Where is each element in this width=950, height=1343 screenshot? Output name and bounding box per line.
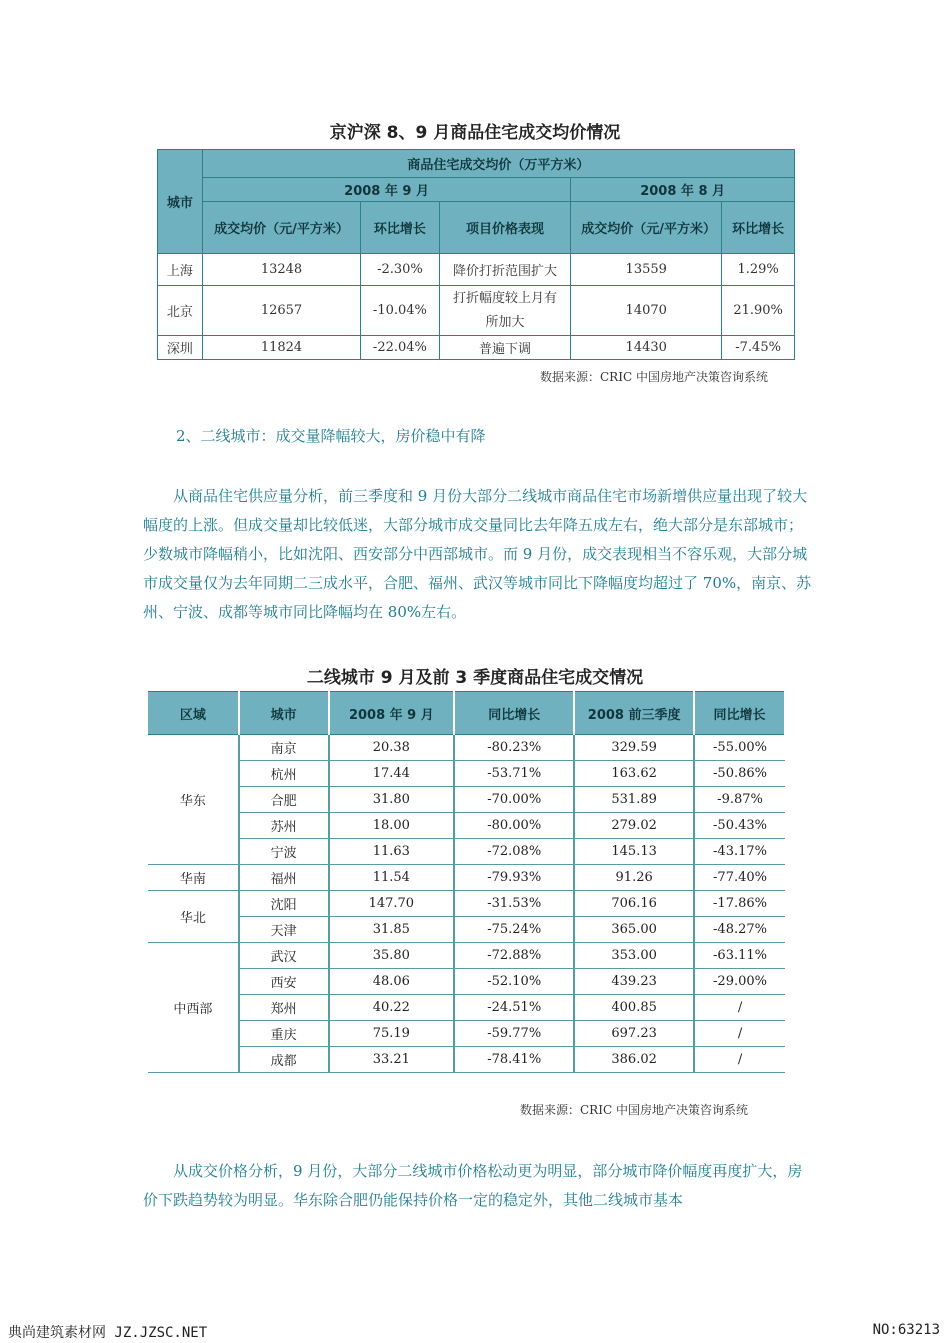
q3-cell: 353.00 xyxy=(574,943,694,969)
table-row xyxy=(147,1047,785,1073)
watermark-number: NO:63213 xyxy=(872,1322,940,1338)
q3-cell: 439.23 xyxy=(574,969,694,995)
region-cell: 华东 xyxy=(147,735,239,865)
q3-yoy-cell: -9.87% xyxy=(694,787,785,813)
city-cell: 宁波 xyxy=(239,839,329,865)
city-cell: 西安 xyxy=(239,969,329,995)
col-city: 城市 xyxy=(239,692,329,735)
q3-yoy-cell: -48.27% xyxy=(694,917,785,943)
table-row xyxy=(147,787,785,813)
city-cell: 福州 xyxy=(239,865,329,891)
second-tier-table xyxy=(146,691,786,1073)
project-cell: 普遍下调 xyxy=(439,336,571,360)
q3-yoy-cell: -29.00% xyxy=(694,969,785,995)
q3-yoy-cell: -17.86% xyxy=(694,891,785,917)
q3-cell: 386.02 xyxy=(574,1047,694,1073)
city-cell: 上海 xyxy=(158,254,203,286)
city-cell: 北京 xyxy=(158,286,203,336)
sep-cell: 18.00 xyxy=(329,813,455,839)
q3-cell: 365.00 xyxy=(574,917,694,943)
city-cell: 成都 xyxy=(239,1047,329,1073)
col-sep: 2008 年 9 月 xyxy=(329,692,455,735)
q3-yoy-cell: / xyxy=(694,1021,785,1047)
table-row xyxy=(147,839,785,865)
sep-yoy-cell: -24.51% xyxy=(454,995,574,1021)
avg-aug-cell: 14070 xyxy=(571,286,722,336)
sep-header: 2008 年 9 月 xyxy=(202,178,570,202)
table-row xyxy=(158,286,795,336)
col-avg-sep: 成交均价（元/平方米） xyxy=(202,202,360,254)
q3-cell: 279.02 xyxy=(574,813,694,839)
table2-title: 二线城市 9 月及前 3 季度商品住宅成交情况 xyxy=(306,668,644,688)
city-cell: 苏州 xyxy=(239,813,329,839)
mom-sep-cell: -2.30% xyxy=(361,254,440,286)
mom-aug-cell: 1.29% xyxy=(722,254,795,286)
table1-source: 数据来源：CRIC 中国房地产决策咨询系统 xyxy=(540,370,768,384)
city-cell: 沈阳 xyxy=(239,891,329,917)
sep-yoy-cell: -80.00% xyxy=(454,813,574,839)
q3-cell: 163.62 xyxy=(574,761,694,787)
mom-sep-cell: -22.04% xyxy=(361,336,440,360)
sep-yoy-cell: -72.08% xyxy=(454,839,574,865)
q3-cell: 329.59 xyxy=(574,735,694,761)
region-cell: 中西部 xyxy=(147,943,239,1073)
watermark-site: 典尚建筑素材网 JZ.JZSC.NET xyxy=(8,1325,208,1341)
avg-aug-cell: 14430 xyxy=(571,336,722,360)
aug-header: 2008 年 8 月 xyxy=(571,178,795,202)
city-cell: 深圳 xyxy=(158,336,203,360)
sep-yoy-cell: -75.24% xyxy=(454,917,574,943)
sep-cell: 33.21 xyxy=(329,1047,455,1073)
table-row xyxy=(158,254,795,286)
q3-yoy-cell: -43.17% xyxy=(694,839,785,865)
sep-yoy-cell: -79.93% xyxy=(454,865,574,891)
sep-yoy-cell: -53.71% xyxy=(454,761,574,787)
sep-cell: 75.19 xyxy=(329,1021,455,1047)
table-row xyxy=(147,891,785,917)
sep-cell: 17.44 xyxy=(329,761,455,787)
q3-yoy-cell: -55.00% xyxy=(694,735,785,761)
mom-aug-cell: 21.90% xyxy=(722,286,795,336)
sep-cell: 31.80 xyxy=(329,787,455,813)
city-header: 城市 xyxy=(158,150,203,254)
q3-yoy-cell: -77.40% xyxy=(694,865,785,891)
sep-cell: 48.06 xyxy=(329,969,455,995)
q3-yoy-cell: / xyxy=(694,995,785,1021)
mom-sep-cell: -10.04% xyxy=(361,286,440,336)
avg-sep-cell: 11824 xyxy=(202,336,360,360)
col-q3-yoy: 同比增长 xyxy=(694,692,785,735)
q3-cell: 706.16 xyxy=(574,891,694,917)
table-row xyxy=(147,1021,785,1047)
col-region: 区域 xyxy=(147,692,239,735)
city-cell: 武汉 xyxy=(239,943,329,969)
table-row xyxy=(147,761,785,787)
avg-sep-cell: 12657 xyxy=(202,286,360,336)
q3-yoy-cell: -63.11% xyxy=(694,943,785,969)
avg-aug-cell: 13559 xyxy=(571,254,722,286)
city-cell: 南京 xyxy=(239,735,329,761)
col-mom-aug: 环比增长 xyxy=(722,202,795,254)
city-cell: 郑州 xyxy=(239,995,329,1021)
sep-yoy-cell: -31.53% xyxy=(454,891,574,917)
sep-cell: 20.38 xyxy=(329,735,455,761)
mom-aug-cell: -7.45% xyxy=(722,336,795,360)
q3-cell: 91.26 xyxy=(574,865,694,891)
sep-cell: 147.70 xyxy=(329,891,455,917)
sep-yoy-cell: -52.10% xyxy=(454,969,574,995)
table-row xyxy=(147,995,785,1021)
city-cell: 合肥 xyxy=(239,787,329,813)
q3-yoy-cell: -50.43% xyxy=(694,813,785,839)
city-cell: 杭州 xyxy=(239,761,329,787)
q3-cell: 697.23 xyxy=(574,1021,694,1047)
city-cell: 天津 xyxy=(239,917,329,943)
table1-title: 京沪深 8、9 月商品住宅成交均价情况 xyxy=(329,123,621,143)
sep-yoy-cell: -59.77% xyxy=(454,1021,574,1047)
paragraph-price: 从成交价格分析，9 月份，大部分二线城市价格松动更为明显，部分城市降价幅度再度扩大，房价下跌趋势较为明显。华东除合肥仍能保持价格一定的稳定外，其他二线城市基本 xyxy=(143,1162,803,1209)
table-row xyxy=(147,917,785,943)
group-header: 商品住宅成交均价（万平方米） xyxy=(202,150,794,178)
table2-source: 数据来源：CRIC 中国房地产决策咨询系统 xyxy=(520,1103,748,1117)
sep-cell: 40.22 xyxy=(329,995,455,1021)
col-project: 项目价格表现 xyxy=(439,202,571,254)
sep-yoy-cell: -72.88% xyxy=(454,943,574,969)
table-row xyxy=(147,969,785,995)
paragraph-supply: 从商品住宅供应量分析，前三季度和 9 月份大部分二线城市商品住宅市场新增供应量出现了较大幅度的上涨。但成交量却比较低迷，大部分城市成交量同比去年降五成左右，绝大部分是东部城市；少数城市降幅稍小，比如沈阳、西安部分中西部城市。而 9 月份，成交表现相当不容乐观，大部分城市成交量仅为去年同期二三成水平，合肥、福州、武汉等城市同比下降幅度均超过了 70%，南京、苏州、宁波、成都等城市同比降幅均在 80%左右。 xyxy=(143,487,812,621)
price-table xyxy=(157,149,795,360)
q3-yoy-cell: -50.86% xyxy=(694,761,785,787)
col-mom-sep: 环比增长 xyxy=(361,202,440,254)
col-q3: 2008 前三季度 xyxy=(574,692,694,735)
avg-sep-cell: 13248 xyxy=(202,254,360,286)
table-row xyxy=(147,813,785,839)
project-cell: 降价打折范围扩大 xyxy=(439,254,571,286)
col-sep-yoy: 同比增长 xyxy=(454,692,574,735)
region-cell: 华南 xyxy=(147,865,239,891)
region-cell: 华北 xyxy=(147,891,239,943)
section-heading: 2、二线城市：成交量降幅较大，房价稳中有降 xyxy=(176,427,486,445)
sep-cell: 11.63 xyxy=(329,839,455,865)
sep-cell: 11.54 xyxy=(329,865,455,891)
table-row xyxy=(147,735,785,761)
q3-cell: 531.89 xyxy=(574,787,694,813)
col-avg-aug: 成交均价（元/平方米） xyxy=(571,202,722,254)
q3-cell: 400.85 xyxy=(574,995,694,1021)
sep-yoy-cell: -70.00% xyxy=(454,787,574,813)
q3-cell: 145.13 xyxy=(574,839,694,865)
sep-cell: 35.80 xyxy=(329,943,455,969)
q3-yoy-cell: / xyxy=(694,1047,785,1073)
city-cell: 重庆 xyxy=(239,1021,329,1047)
sep-yoy-cell: -80.23% xyxy=(454,735,574,761)
table-row xyxy=(147,865,785,891)
table-row xyxy=(147,943,785,969)
project-cell: 打折幅度较上月有所加大 xyxy=(439,286,571,336)
table-row xyxy=(158,336,795,360)
sep-cell: 31.85 xyxy=(329,917,455,943)
sep-yoy-cell: -78.41% xyxy=(454,1047,574,1073)
